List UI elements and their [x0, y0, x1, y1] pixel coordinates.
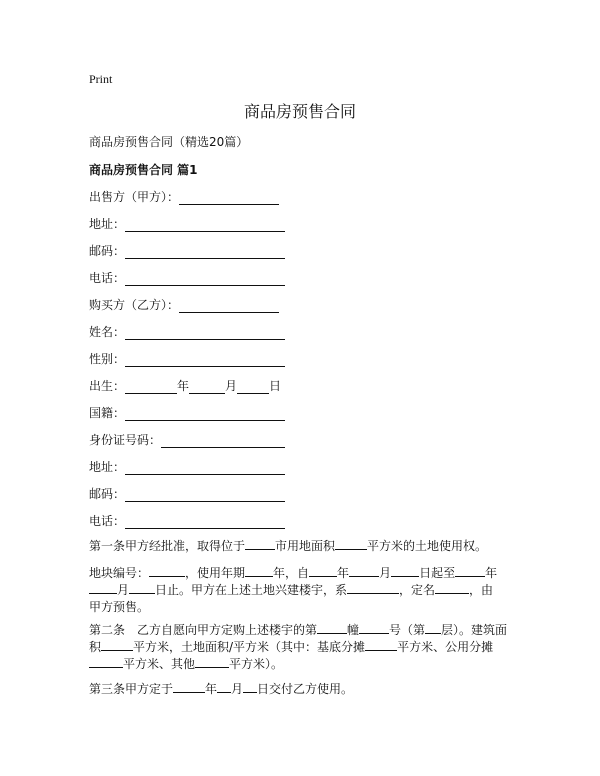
- buyer-field: [89, 296, 279, 312]
- birth-day-blank[interactable]: [237, 381, 269, 394]
- buyer-blank[interactable]: [179, 300, 279, 313]
- clause-2-blank-c[interactable]: [309, 565, 337, 577]
- clause-1-blank-b[interactable]: [335, 538, 367, 550]
- clause-3-text-b: 幢: [347, 623, 360, 637]
- clause-3-blank-b[interactable]: [359, 622, 389, 634]
- clause-2-text-e: 月: [379, 566, 392, 580]
- clause-3-blank-e[interactable]: [365, 639, 397, 651]
- buyer-gender-field: [89, 350, 285, 366]
- clause-2-blank-a[interactable]: [149, 565, 185, 577]
- birth-day-label: 日: [269, 379, 282, 393]
- buyer-phone-field: [89, 512, 285, 528]
- clause-3-blank-a[interactable]: [317, 622, 347, 634]
- buyer-nationality-field: [89, 404, 285, 420]
- buyer-id-blank[interactable]: [161, 435, 285, 448]
- clause-3-text-g: 平方米、公用分摊: [397, 640, 494, 654]
- buyer-phone-blank[interactable]: [125, 516, 285, 529]
- clause-1-text-c: 平方米的土地使用权。: [367, 539, 488, 553]
- clause-1-text-a: 第一条甲方经批准，取得位于: [89, 539, 246, 553]
- clause-3-text-c: 号（第: [389, 623, 426, 637]
- clause-2-blank-h[interactable]: [129, 582, 155, 594]
- clause-4: [89, 681, 515, 698]
- clause-2-text-b: ，使用年期: [185, 566, 246, 580]
- clause-3-blank-d[interactable]: [101, 639, 133, 651]
- clause-2-text-j: ，定名: [399, 583, 436, 597]
- clause-4-blank-b[interactable]: [217, 681, 231, 693]
- seller-field: [89, 188, 279, 204]
- clause-2-blank-j[interactable]: [435, 582, 469, 594]
- clause-3-blank-f[interactable]: [89, 656, 123, 668]
- clause-2-blank-g[interactable]: [89, 582, 117, 594]
- document-subtitle: 商品房预售合同（精选20篇）: [89, 135, 249, 149]
- seller-address-label: 地址：: [89, 217, 126, 231]
- clause-4-blank-a[interactable]: [173, 681, 205, 693]
- birth-month-blank[interactable]: [189, 381, 225, 394]
- buyer-label: 购买方（乙方）：: [89, 298, 180, 312]
- seller-postcode-blank[interactable]: [125, 246, 285, 259]
- seller-address-blank[interactable]: [125, 219, 285, 232]
- clause-2-text-d: 年: [337, 566, 350, 580]
- buyer-id-label: 身份证号码：: [89, 433, 162, 447]
- buyer-postcode-field: [89, 485, 285, 501]
- buyer-birth-label: 出生：: [89, 379, 126, 393]
- clause-3-text-e: 积: [89, 640, 102, 654]
- clause-3-text-i: 平方米）。: [229, 657, 284, 671]
- birth-year-label: 年: [177, 379, 190, 393]
- birth-month-label: 月: [225, 379, 238, 393]
- clause-2-text-f: 日起至: [419, 566, 456, 580]
- buyer-nationality-blank[interactable]: [125, 408, 285, 421]
- clause-2-blank-f[interactable]: [455, 565, 485, 577]
- clause-2-text-l: 甲方预售。: [89, 600, 150, 614]
- buyer-name-blank[interactable]: [125, 327, 285, 340]
- clause-2: [89, 565, 515, 616]
- clause-2-blank-e[interactable]: [391, 565, 419, 577]
- section-title: 商品房预售合同 篇1: [89, 163, 198, 177]
- seller-phone-field: [89, 269, 285, 285]
- buyer-address-label: 地址：: [89, 460, 126, 474]
- clause-1-text-b: 市用地面积: [275, 539, 336, 553]
- clause-3-text-a: 第二条 乙方自愿向甲方定购上述楼宇的第: [89, 623, 318, 637]
- clause-2-text-a: 地块编号：: [89, 566, 150, 580]
- buyer-birth-field: [89, 377, 281, 393]
- document-title: 商品房预售合同: [243, 102, 356, 121]
- buyer-id-field: [89, 431, 285, 447]
- clause-4-text-b: 年: [205, 682, 218, 696]
- print-label[interactable]: Print: [89, 72, 113, 86]
- buyer-name-field: [89, 323, 285, 339]
- clause-1-blank-a[interactable]: [245, 538, 275, 550]
- seller-postcode-field: [89, 242, 285, 258]
- clause-2-text-i: 日止。甲方在上述土地兴建楼宇，系: [155, 583, 348, 597]
- clause-4-text-d: 日交付乙方使用。: [257, 682, 354, 696]
- clause-4-text-a: 第三条甲方定于: [89, 682, 174, 696]
- clause-3: [89, 622, 515, 673]
- clause-3-blank-c[interactable]: [425, 622, 441, 634]
- clause-4-text-c: 月: [231, 682, 244, 696]
- clause-3-text-d: 层）。建筑面: [441, 623, 508, 637]
- buyer-nationality-label: 国籍：: [89, 406, 126, 420]
- seller-phone-label: 电话：: [89, 271, 126, 285]
- clause-3-blank-g[interactable]: [195, 656, 229, 668]
- seller-address-field: [89, 215, 285, 231]
- buyer-gender-blank[interactable]: [125, 354, 285, 367]
- seller-label: 出售方（甲方）：: [89, 190, 180, 204]
- buyer-postcode-label: 邮码：: [89, 487, 126, 501]
- seller-postcode-label: 邮码：: [89, 244, 126, 258]
- buyer-name-label: 姓名：: [89, 325, 126, 339]
- clause-3-text-h: 平方米、其他: [123, 657, 196, 671]
- birth-year-blank[interactable]: [125, 381, 177, 394]
- seller-blank[interactable]: [179, 192, 279, 205]
- clause-2-text-h: 月: [117, 583, 130, 597]
- buyer-address-blank[interactable]: [125, 462, 285, 475]
- clause-3-text-f: 平方米，土地面积/平方米（其中：基底分摊: [133, 640, 366, 654]
- clause-4-blank-c[interactable]: [243, 681, 257, 693]
- clause-2-blank-d[interactable]: [349, 565, 379, 577]
- clause-2-text-g: 年: [485, 566, 498, 580]
- buyer-phone-label: 电话：: [89, 514, 126, 528]
- seller-phone-blank[interactable]: [125, 273, 285, 286]
- buyer-postcode-blank[interactable]: [125, 489, 285, 502]
- clause-2-text-c: 年，自: [273, 566, 310, 580]
- clause-2-blank-i[interactable]: [347, 582, 399, 594]
- clause-2-blank-b[interactable]: [245, 565, 273, 577]
- buyer-address-field: [89, 458, 285, 474]
- clause-1: [89, 538, 515, 555]
- clause-2-text-k: ，由: [469, 583, 494, 597]
- buyer-gender-label: 性别：: [89, 352, 126, 366]
